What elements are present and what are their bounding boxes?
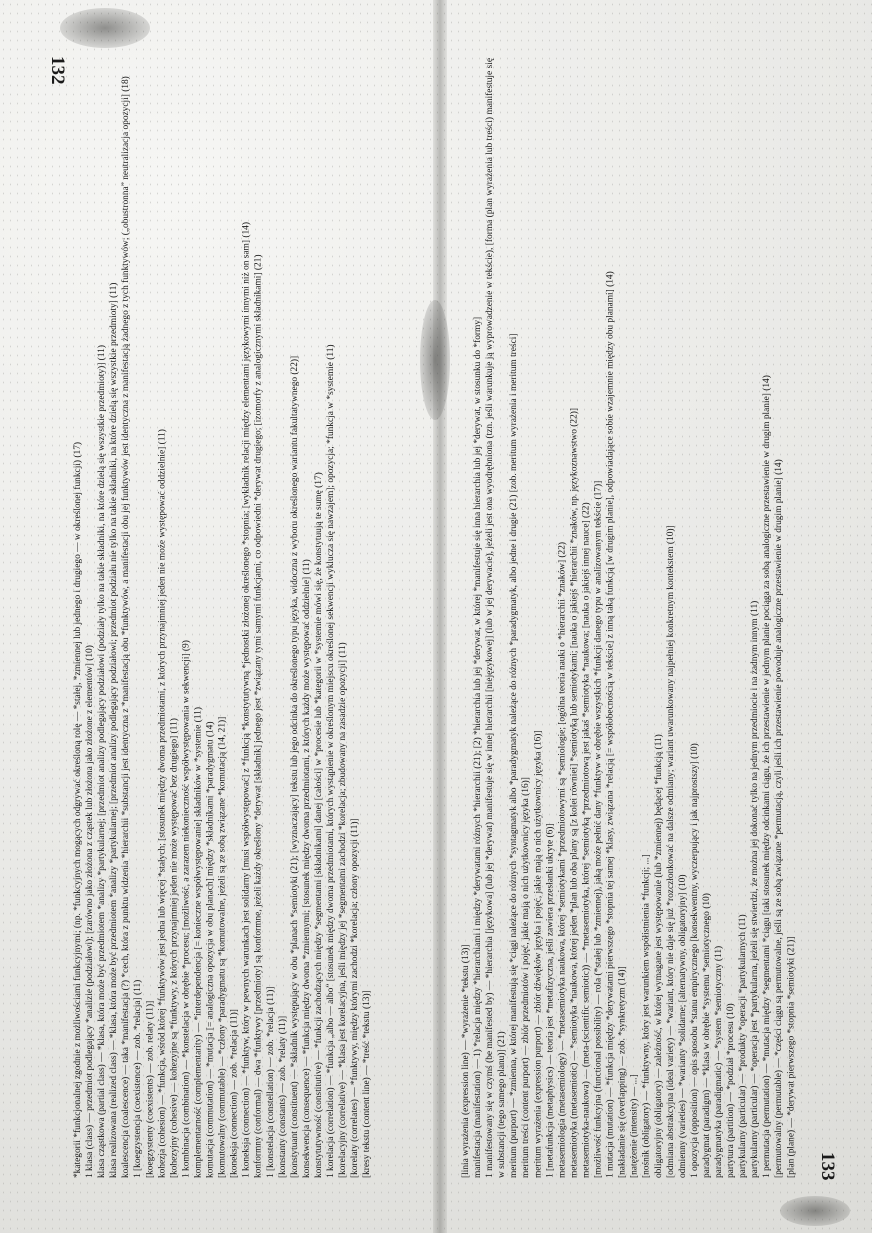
glossary-entry: [konstanty (constants) — zob. *relaty (11)]	[277, 1015, 288, 1178]
glossary-entry: [linia wyrażenia (expression line) — *wyrażenie *tekstu (13)]	[461, 944, 471, 1178]
glossary-entry: metasemiologia (metasemiology) — *metasemiotyka naukowa, której *semiotykami *przedmiotowymi są *semiologie; [ogólna teoria nauki o *hierarchii *znaków] (22)	[557, 541, 568, 1178]
glossary-entry: partytura (partition) — *podział *procesu (10)	[726, 1003, 737, 1178]
glossary-entry: [odmiana abstrakcyjna (ideal variety) — *wariant, który nie daje się już *rozczłonkować na dalsze odmiany; wariant uwarunkowany najpełniej konkretnym kontekstem (10)]	[665, 525, 676, 1178]
glossary-entry: obligatoryjny (obligatory) — zależność, w której wymagane jest występowanie (lub *zmiennej) będącej *funkcją (11)	[653, 734, 664, 1178]
glossary-entry: [komutowalny (commutable) — *człony *paradygmatu są *komutowalne, jeżeli są ze sobą związane *komutacją (14, 21)]	[217, 716, 228, 1178]
glossary-entry: partykularny (particular) — *operacja jest *partykularna, jeżeli się stwierdzi, że można jej dokonać tylko na jednym przedmiocie i na żadnym innym (11)	[750, 600, 761, 1178]
glossary-entry: [plan (plane) — *derywat pierwszego *stopnia *semiotyki (21)]	[786, 936, 797, 1178]
glossary-entry: klasa realizowana (realized class) — *klasa, która może być przedmiotem *analizy *partykularnej; [przedmiot analizy podlegający podziałowi; przedmiot podziału nie tylko na takie składniki, na które dzielą się wszystkie przedmioty] (11)	[109, 282, 120, 1178]
glossary-entry: komutacja (commutation) — *mutacja [= analogiczna opozycja w obu planach] między *składnikami *paradygmatu (14)	[205, 721, 216, 1178]
glossary-entry: meritum wyrażenia (expression purport) — zbiór dźwięków języka i pojęć, jakie mają o nich użytkownicy języka (16)]	[533, 730, 544, 1178]
glossary-entry: 1 mutacja (mutation) — *funkcja między *derywatami pierwszego *stopnia tej samej *klasy, związana *relacją [= współobecnością w tekście] z inną taką funkcją [w drugim planie], odpowiadające sobie wzajemnie między obu planami] (14)	[605, 271, 616, 1178]
glossary-entry: [możliwość funkcyjna (functional possibility) — rola (*stałej lub *zmiennej), jaką może pełnić dany *funktyw w obrębie wszystkich *funkcji danego typu w analizowanym tekście (17)]	[593, 480, 604, 1178]
glossary-entry: odmienny (varieties) — *warianty *solidarne; [alternatywny, obligatoryjny] (10)	[677, 874, 688, 1178]
left-page	[72, 58, 426, 1178]
page-number-left: 132	[47, 56, 68, 85]
glossary-entry: 1 manifestowany się w czymś (be manifested by) — *hierarchia [językowa] (lub jej *derywat) manifestuje się w innej hierarchii [niejęzykowej] (lub w jej derywacie), jeżeli jest ona wyodrębniona (tzn. jeśli warunkuje ją wyprowadzenie w tekście), [forma (plan wyrażenia lub treści) manifestuje się w substancji (tego samego planu)] (21)	[485, 58, 508, 1178]
glossary-entry: [kohezyjny (cohesive) — kohezyjne są *funktywy, z których przynajmniej jeden nie może występować bez drugiego] (11)	[169, 718, 180, 1178]
glossary-entry: [natężenie (intensity) — ...]	[629, 1074, 640, 1178]
glossary-entry: 1 [koegzystencja (coexistence) — zob. *relacja] (11)	[133, 979, 144, 1178]
glossary-entry: konstytutywność (constitutive) — *funkcji zachodzących między *segmentami [składnikami] danej [całości] w *procesie lub *kategorii w *systemie mówi się, że konstytuują te sumę (17)	[313, 472, 324, 1178]
glossary-entry: 1 [konstelacja (constellation) — zob. *relacja (11)]	[265, 986, 276, 1178]
glossary-entry: konformny (conformal) — dwa *funktywy [przedmioty] są konformne, jeżeli każdy określony *derywat [składnik] jednego jest *związany tymi samymi funkcjami, co odpowiedni *derywat drugiego; [izomorfy z analogicznymi składnikami] (21)	[253, 254, 264, 1178]
glossary-entry: 1 klasa (class) — przedmiot podlegający *analizie (podziałowi); [zarówno jako złożona z cząstek lub złożona jako złożone z elementów] (10)	[85, 645, 96, 1178]
glossary-entry: [nośnik (obligatory) — *funktywny, który jest warunkiem współistnienia *funkcji; ...]	[641, 854, 652, 1178]
book-gutter	[433, 0, 447, 1233]
left-page-entries	[72, 58, 426, 1178]
glossary-entry: [permutowalny (permutable) — *części ciągu są permutowalne, jeśli są ze sobą związane *permutacją, czyli jeśli ich przestawienie powoduje analogiczne przestawienie w drugim planie] (14)	[774, 459, 785, 1178]
glossary-entry: [kresy tekstu (content line) — *treść *tekstu (13)]	[362, 990, 373, 1178]
glossary-entry: paradygmat (paradigm) — *klasa w obrębie *systemu *semiotycznego (10)	[701, 893, 712, 1178]
glossary-entry: [korelacyjny (correlative) — *klasa jest korelacyjna, jeśli między jej *segmentami zachodzi *korelacja; zbudowany na zasadzie opozycji] (11)	[338, 642, 349, 1178]
glossary-entry: paradygmatyka (paradigmatic) — *system *semiotyczny (11)	[713, 945, 724, 1178]
glossary-entry: komplementarność (complementarity) — *interdependencja [= konieczne współwystępowanie] składników w *systemie (11)	[193, 707, 204, 1178]
scan-smudge	[60, 8, 150, 48]
glossary-entry: metasemiotyka-naukowa) — (meta-(scientific semiotic)) — *metasemiotyka, której *semiotyką *przedmiotową jest jakaś *semiotyka *naukowa; [nauka o jakiejś innej nauce] (22)	[581, 502, 592, 1178]
glossary-entry: manifestacja (manifestation) — 1) *relacja między *hierarchiami i między *derywatami różnych *hierarchii (21); [2) *hierarchia lub jej *derywat, w której *manifestuje się inna hierarchia lub jej *derywat, w stosunku do *formy]	[473, 316, 484, 1178]
glossary-entry: [konstytuant (constituent) — *składnik występujący w obu *planach *semiotyki (21); [wyznaczający] tekstu lub jego odcinka do określonego typu języka, widoczna z wyboru określonego wariantu fakultatywnego (22)]	[289, 355, 300, 1178]
page-number-right: 133	[817, 1152, 838, 1181]
glossary-entry: metasemiotyka (metasemiotic) — *semiotyka *naukowa, której jeden *plan lub oba plany są [z kolei równiei] *semiotyką lub semiotykami; [nauka o jakiejś *hierarchii *znaków, np. językoznawstwo (22)]	[569, 407, 580, 1178]
glossary-entry: [korelaty (correlates) — *funktywy, między którymi zachodzi *korelacja; człony opozycji (11)]	[350, 818, 361, 1178]
glossary-entry: 1 kombinacja (combination) — *konstelacja w obrębie *procesu; [możliwość, a zarazem niekonieczność współwystępowania w sekwencji] (9)	[181, 640, 192, 1178]
glossary-entry: 1 [metafunkcja (metaphysics) — teoria jest *metafizyczna, jeśli zawiera przesłanki ukryte (6)]	[545, 823, 556, 1178]
glossary-entry: koalescencja (coalescence) — taka *manifestacja (?) *cech, która z punktu widzenia *hierarchii *substancji jest identyczna z *manifestacją obu *funktywów, a manifestacji obu jej funktywów jest identyczna z manifestacją żadnego z tych funktywów; („obustronna” neutralizacja opozycji] (18)	[121, 76, 132, 1178]
glossary-entry: [nakładanie się (overlapping) — zob. *synkretyzm (14)]	[617, 966, 628, 1178]
glossary-entry: meritum (purport) — *zmienna, w której manifestują się *ciągi należące do różnych *syntagmatyk albo *paradygmatyk należące do różnych *paradygmatyk, albo jedne i drugie (21) [zob. meritum wyrażenia i meritum treści]	[509, 333, 520, 1178]
right-page-entries	[460, 58, 810, 1178]
glossary-entry: meritum treści (content purport) — zbiór przedmiotów i pojęć, jakie mają o nich użytkownicy języka (16)]	[521, 777, 532, 1178]
glossary-entry: konsekwencja (consequence) — *funkcja między dwoma *zmiennymi; [stosunek między dwoma przedmiotami, z których każdy może występować oddzielnie] (11)	[301, 559, 312, 1178]
glossary-entry: 1 koneksja (connection) — *funktyw, który w pewnych warunkach jest solidarny [musi współwystępować] z *funkcją *konstytutywną *jednostki złożonej określonego *stopnia; [wykładnik relacji między elementami językowymi innymi niż on sam] (14)	[241, 222, 252, 1178]
glossary-entry: [koegzystenty (coexistents) — zob. relaty (11)]	[145, 1000, 156, 1178]
glossary-entry: 1 korelacja (correlation) — *funkcja „albo — albo” [stosunek między dwoma przedmiotami, których wystąpienie w określonym miejscu określonej sekwencji wyklucza się nawzajem]; opozycja; *funkcja w *systemie (11)	[325, 344, 336, 1178]
right-page	[460, 58, 810, 1178]
glossary-entry: kohezja (cohesion) — *funkcja, wśród której *funktywów jest jedna lub więcej *stałych; [stosunek między dwoma przedmiotami, z których przynajmniej jeden nie może występować oddzielnie] (11)	[157, 429, 168, 1178]
glossary-entry: klasa cząstkowa (partial class) — *klasa, która może być przedmiotem *analizy *partykularnej; [przedmiot analizy podlegający podziałowi (podziały tylko na takie składniki, na które dzielą się wszystkie przedmioty)] (11)	[97, 345, 108, 1178]
scan-smudge	[780, 1196, 850, 1226]
glossary-entry: *kategorii *funkcjonalnej zgodnie z możliwościami funkcyjnymi; (np. *funkcyjnych mogących odgrywać określoną rolę — *stałej, *zmiennej lub jednego i drugiego — w określonej funkcji) (17)	[73, 442, 83, 1178]
glossary-entry: 1 opozycja (opposition) — opis sposobu *stanu empirycznego [konsekwentny, wyczerpujący i jak najprostszy] (10)	[689, 743, 700, 1178]
glossary-entry: [koneksja (connection) — zob. *relacja (11)]	[229, 1009, 240, 1178]
glossary-entry: partykularny (particular) — *produkty *operacji *partykularnych (11)	[738, 914, 749, 1178]
glossary-entry: 1 permutacja (permutation) — *mutacja między *segmentami *ciągu [taki stosunek między odcinkami ciągu, że ich przestawienie w jednym planie pociąga za sobą analogiczne przestawienie w drugim planie] (14)	[762, 375, 773, 1178]
